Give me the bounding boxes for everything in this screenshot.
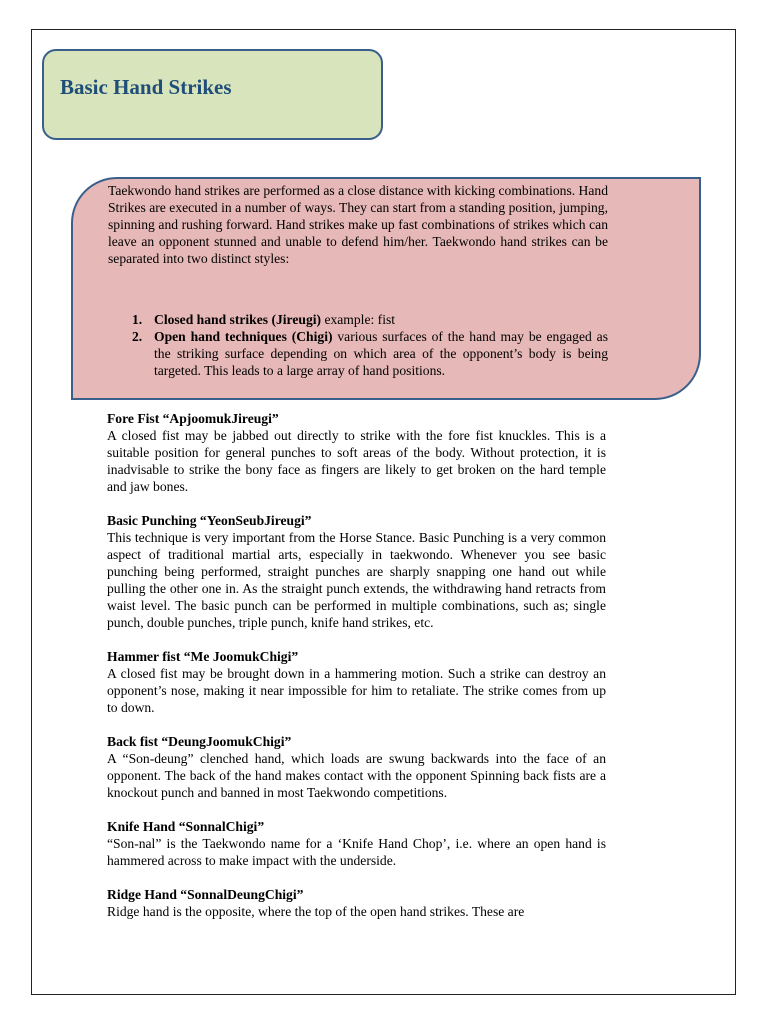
section-back-fist — [107, 733, 606, 801]
title-box — [42, 49, 383, 140]
section-heading: Fore Fist “ApjoomukJireugi” — [107, 411, 279, 426]
section-body: Ridge hand is the opposite, where the top of the open hand strikes. These are — [107, 904, 525, 919]
list-item — [108, 328, 608, 379]
styles-list — [108, 311, 608, 379]
section-body: “Son-nal” is the Taekwondo name for a ‘Knife Hand Chop’, i.e. where an open hand is hammered across to make impact with the underside. — [107, 836, 606, 868]
list-text: example: fist — [321, 312, 396, 327]
section-knife-hand — [107, 818, 606, 869]
section-body: A closed fist may be jabbed out directly to strike with the fore fist knuckles. This is a suitable position for general punches to soft areas of the body. Without protection, it is inadvisable to strike the bony face as fingers are likely to get broken on the hard temple and jaw bones. — [107, 428, 606, 494]
list-text: various surfaces of the hand may be engaged as the striking surface depending on which area of the opponent’s body is being targeted. This leads to a large array of hand positions. — [154, 329, 608, 378]
list-item — [108, 311, 608, 328]
list-term: Closed hand strikes (Jireugi) — [154, 312, 322, 327]
section-hammer-fist — [107, 648, 606, 716]
section-fore-fist — [107, 410, 606, 495]
section-basic-punching — [107, 512, 606, 631]
section-heading: Basic Punching “YeonSeubJireugi” — [107, 513, 312, 528]
section-body: This technique is very important from the Horse Stance. Basic Punching is a very common aspect of traditional martial arts, especially in taekwondo. Whenever you see basic punching being performed, straight punches are sharply snapping one hand out while pulling the other one in. As the straight punch extends, the withdrawing hand retracts from waist level. The basic punch can be performed in multiple combinations, such as; single punch, double punches, triple punch, knife hand strikes, etc. — [107, 530, 606, 630]
section-heading: Ridge Hand “SonnalDeungChigi” — [107, 887, 304, 902]
sections — [107, 410, 606, 937]
list-term: Open hand techniques (Chigi) — [154, 329, 333, 344]
list-number: 1. — [132, 312, 143, 327]
section-ridge-hand — [107, 886, 606, 920]
section-heading: Knife Hand “SonnalChigi” — [107, 819, 265, 834]
list-number: 2. — [132, 329, 143, 344]
intro-box — [71, 177, 701, 400]
section-body: A “Son-deung” clenched hand, which loads are swung backwards into the face of an opponent. The back of the hand makes contact with the opponent Spinning back fists are a knockout punch and banned in most Taekwondo competitions. — [107, 751, 606, 800]
intro-paragraph: Taekwondo hand strikes are performed as a close distance with kicking combinations. Hand Strikes are executed in a number of ways. They can start from a standing position, jumping, spinning and rushing forward. Hand strikes make up fast combinations of strikes which can leave an opponent stunned and unable to defend him/her. Taekwondo hand strikes can be separated into two distinct styles: — [108, 183, 608, 266]
section-heading: Hammer fist “Me JoomukChigi” — [107, 649, 299, 664]
section-heading: Back fist “DeungJoomukChigi” — [107, 734, 292, 749]
section-body: A closed fist may be brought down in a hammering motion. Such a strike can destroy an opponent’s nose, making it near impossible for him to retaliate. The strike comes from up to down. — [107, 666, 606, 715]
page-title: Basic Hand Strikes — [60, 75, 232, 99]
